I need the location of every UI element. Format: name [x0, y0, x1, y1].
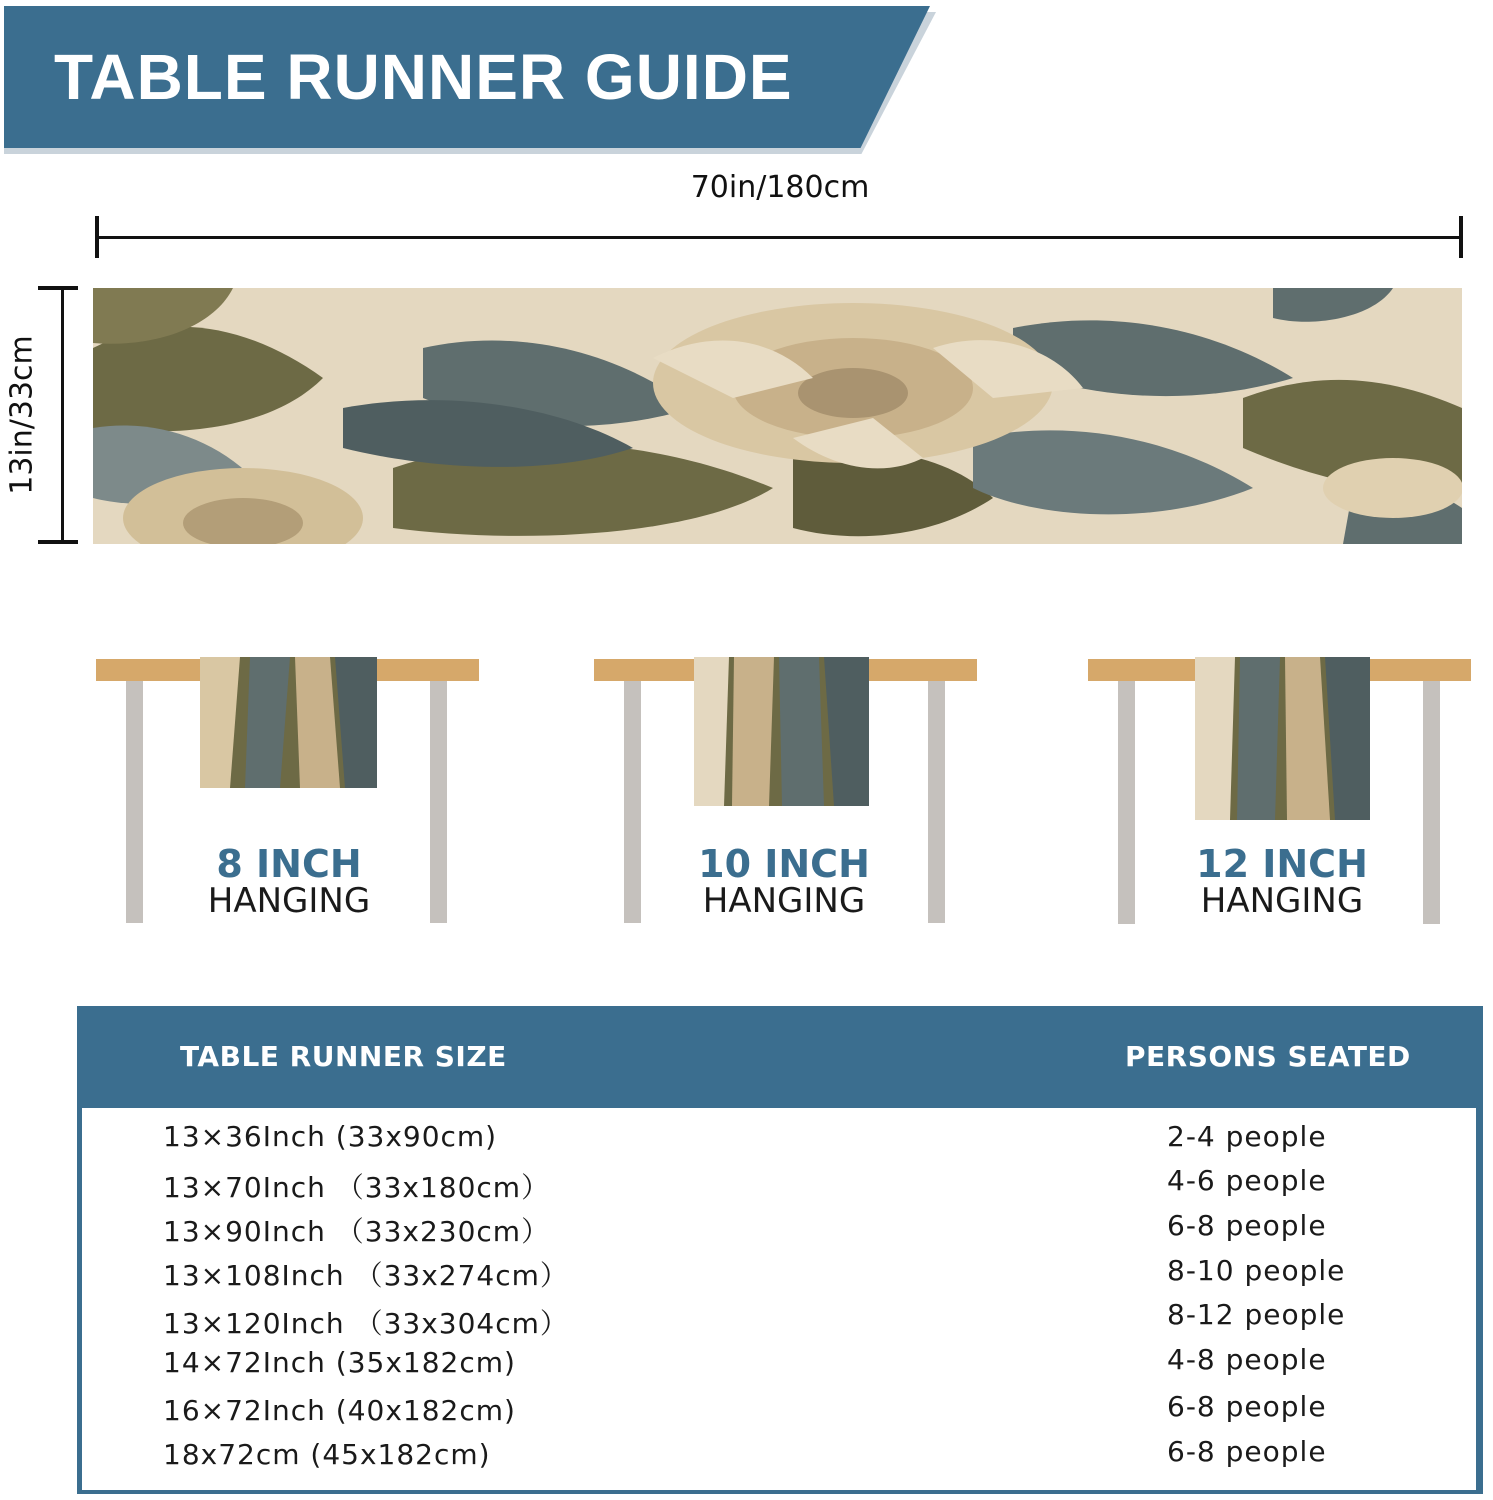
hanging-10-label: HANGING	[702, 881, 866, 921]
length-dimension-cap-left	[95, 216, 99, 258]
hanging-12-label: HANGING	[1200, 881, 1364, 921]
size-cell: 13×120Inch （33x304cm）	[163, 1307, 569, 1340]
persons-cell: 8-12 people	[1167, 1298, 1346, 1331]
hanging-12-number: 12 INCH	[1196, 842, 1368, 886]
page-title: TABLE RUNNER GUIDE	[54, 41, 793, 113]
persons-column-header: PERSONS SEATED	[1125, 1040, 1411, 1073]
runner-drape-12in	[1195, 657, 1370, 820]
hanging-8-label: HANGING	[207, 881, 371, 921]
size-cell: 13×70Inch （33x180cm）	[163, 1171, 551, 1204]
size-cell: 13×90Inch （33x230cm）	[163, 1215, 551, 1248]
persons-cell: 6-8 people	[1167, 1209, 1327, 1242]
size-column-header: TABLE RUNNER SIZE	[180, 1040, 507, 1073]
width-label: 13in/33cm	[4, 335, 40, 495]
width-dimension-cap-bottom	[38, 540, 78, 544]
size-cell: 13×36Inch (33x90cm)	[163, 1120, 498, 1153]
hanging-8-number: 8 INCH	[216, 842, 362, 886]
length-dimension-cap-right	[1459, 216, 1463, 258]
length-label: 70in/180cm	[690, 170, 870, 205]
floral-runner-image	[93, 288, 1462, 544]
width-dimension-cap-top	[38, 286, 78, 290]
runner-drape-10in	[694, 657, 869, 806]
persons-cell: 4-8 people	[1167, 1343, 1327, 1376]
persons-cell: 2-4 people	[1167, 1120, 1327, 1153]
persons-cell: 6-8 people	[1167, 1435, 1327, 1468]
size-cell: 16×72Inch (40x182cm)	[163, 1394, 516, 1427]
length-dimension-line	[96, 236, 1462, 239]
persons-cell: 4-6 people	[1167, 1164, 1327, 1197]
size-cell: 18x72cm (45x182cm)	[163, 1438, 491, 1471]
hanging-10-number: 10 INCH	[698, 842, 870, 886]
runner-drape-8in	[200, 657, 377, 788]
width-dimension-line	[61, 288, 64, 543]
size-cell: 13×108Inch （33x274cm）	[163, 1259, 569, 1292]
persons-cell: 6-8 people	[1167, 1390, 1327, 1423]
persons-cell: 8-10 people	[1167, 1254, 1346, 1287]
size-cell: 14×72Inch (35x182cm)	[163, 1346, 516, 1379]
